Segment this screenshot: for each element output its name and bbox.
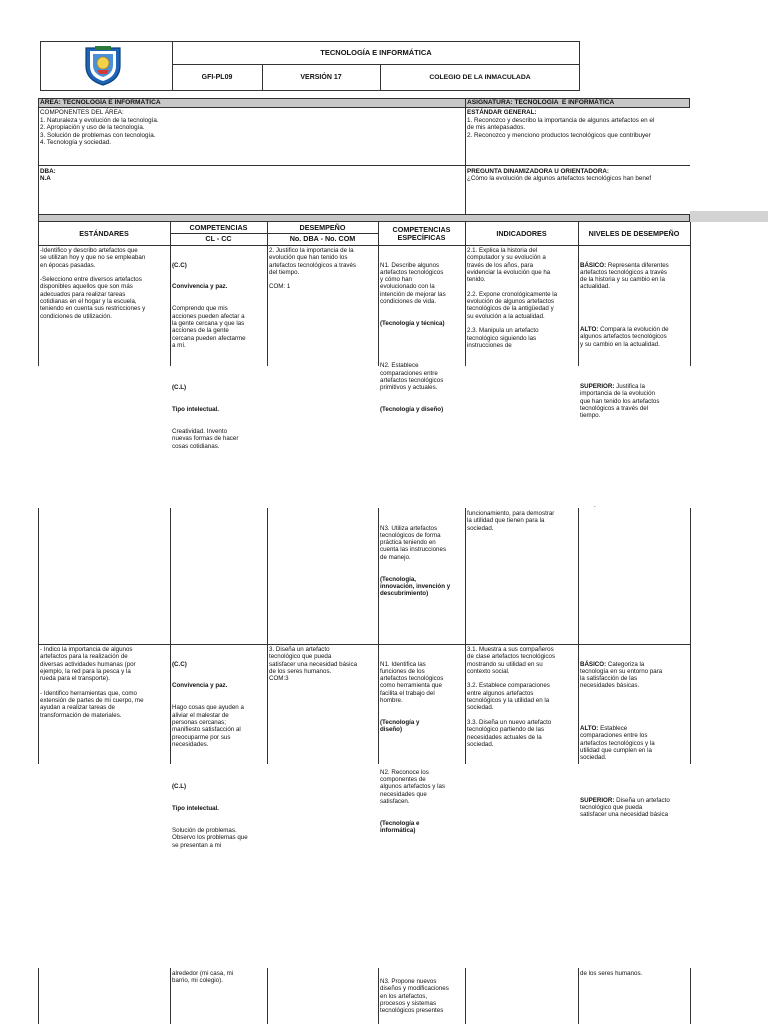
row1-comp-cl: (C.L) [172,384,187,392]
row2-basico-label: BÁSICO: [580,660,607,668]
col-desempeno: DESEMPEÑO [299,222,346,232]
row2-competencias [172,646,266,849]
row1-esp-n3: N3. Utiliza artefactos tecnológicos de forma práctica teniendo en cuenta las instrucciones de manejo. [380,524,447,561]
estandar-list: 1. Reconozco y describo la importancia de algunos artefactos en el de mis antepasados. 2. Reconozco y menciono productos tecnológicos que contribuyer [467,117,655,139]
row2-estandares: - Indico la importancia de algunos artefactos para la realización de diversas actividades humanas (por ejemplo, la red para la pesca y la rueda para el transporte). - Identifico herramientas que, como extensión de partes de mi cuerpo, me ayudan a realizar tareas de transformación de materiales. [40,646,144,719]
row2-superior-label: SUPERIOR: [580,796,615,804]
header-code: GFI-PL09 [201,74,233,81]
row1-basico-label: BÁSICO: [580,261,607,269]
estandar-title: ESTÁNDAR GENERAL: [467,109,537,116]
row1-superior-label: SUPERIOR: [580,383,615,391]
row2-indicadores: 3.1. Muestra a sus compañeros de clase artefactos tecnológicos mostrando su utilidad en su contexto social. 3.2. Establece comparaciones entre algunos artefactos tecnológicos y la utilidad en la sociedad. 3.3. Diseña un nuevo artefacto tecnológico partiendo de las necesidades actuales de la sociedad. [467,646,556,748]
row1-alto-text: Compara la evolución de algunos artefactos tecnológicos y su cambio en la actualidad. [580,325,669,348]
row1-comp-cc: (C.C) [172,261,187,269]
row2-comp-cl-title: Tipo intelectual. [172,805,219,813]
row2-esp-n1-tag: (Tecnología y diseño) [380,718,420,734]
col-niveles: NIVELES DE DESEMPEÑO [588,228,680,238]
col-competencias-sub: CL - CC [205,234,232,243]
header-title: TECNOLOGÍA E INFORMÁTICA [320,48,432,57]
dba-value: N.A [40,175,51,182]
row2-comp-cc: (C.C) [172,660,187,668]
asignatura-label: ASIGNATURA: TECNOLOGÍA E INFORMÁTICA [467,99,615,106]
row2-esp-n2: N2. Reconoce los componentes de algunos artefactos y las necesidades que satisfacen. [380,768,446,805]
row2-cont-niveles: de los seres humanos. [580,970,643,977]
separator-bar [38,214,690,222]
row1-esp-n1: N1. Describe algunos artefactos tecnológicos y cómo han evolucionado con la intención de mejorar las condiciones de vida. [380,261,446,306]
row2-comp-cl: (C.L) [172,783,187,791]
school-logo [80,44,126,86]
row2-cont-especificas: N3. Propone nuevos diseños y modificaciones en los artefactos, procesos y sistemas tecnológicos presentes [380,978,449,1015]
row2-esp-n2-tag: (Tecnología e informática) [380,819,420,835]
row1-desempeno: 2. Justifico la importancia de la evolución que han tenido los artefactos tecnológicos a través del tiempo. COM: 1 [269,247,357,291]
row2-basico-text: Categoriza la tecnología en su entorno para la satisfacción de las necesidades básicas. [580,660,663,690]
row2-cont-competencias: alrededor (mi casa, mi barrio, mi colegio). [172,970,234,985]
pregunta-title: PREGUNTA DINAMIZADORA U ORIENTADORA: [467,168,610,175]
row1-esp-n3-tag: (Tecnología, innovación, invención y descubrimiento) [380,575,451,598]
header-school: COLEGIO DE LA INMACULADA [429,74,531,81]
row1-alto-label: ALTO: [580,325,599,333]
col-competencias: COMPETENCIAS [189,222,248,232]
row2-alto-label: ALTO: [580,724,599,732]
row2-comp-cc-text: Hago cosas que ayuden a aliviar el malestar de personas cercanas; manifiesto satisfacción al preocuparme por sus necesidades. [172,704,244,748]
row2-superior-text: Diseña un artefacto tecnológico que pueda satisfacer una necesidad básica [580,796,670,819]
row2-alto-text: Establece comparaciones entre los artefactos tecnológicos y la utilidad que cumplen en la sociedad. [580,724,655,762]
row1-estandares: -Identifico y describo artefactos que se utilizan hoy y que no se empleaban en épocas pasadas. -Selecciono entre diversos artefactos disponibles aquellos que son más adecuados para realizar tareas cotidianas en el hogar y la escuela, teniendo en cuenta sus restricciones y condiciones de utilización. [40,247,146,320]
row1-superior-text: Justifica la importancia de la evolución que han tenido los artefactos tecnológicos a través del tiempo. [580,383,660,420]
row1-especificas [380,247,464,414]
row2-comp-cl-text: Solución de problemas. Observo los problemas que se presentan a mi [172,827,248,849]
row1-indicadores: 2.1. Explica la historia del computador y su evolución a través de los años, para evidenciar la evolución que ha tenido. 2.2. Expone cronológicamente la evolución de algunos artefactos tecnológicos de la antigüedad y su evolución a la actualidad. 2.3. Manipula un artefacto tecnológico siguiendo las instrucciones de [467,247,558,349]
row1-cont-niveles: . [594,502,596,509]
area-label: ÁREA: TECNOLOGÍA E INFORMÁTICA [40,99,161,106]
header-version: VERSIÓN 17 [300,74,342,81]
row1-cont-indicadores: funcionamiento, para demostrar la utilidad que tienen para la sociedad. [467,510,555,532]
row1-competencias [172,247,266,450]
row1-comp-cc-title: Convivencia y paz. [172,283,228,291]
row2-comp-cc-title: Convivencia y paz. [172,682,228,690]
row1-esp-n2: N2. Establece comparaciones entre artefactos tecnológicos primitivos y actuales. [380,362,444,392]
pregunta-text: ¿Cómo la evolución de algunos artefactos tecnológicos han benef [467,175,652,182]
col-desempeno-sub: No. DBA - No. COM [289,234,356,243]
dba-title: DBA: [40,168,56,175]
componentes-list: 1. Naturaleza y evolución de la tecnología. 2. Apropiación y uso de la tecnología. 3. Solución de problemas con tecnología. 4. Tecnología y sociedad. [40,117,159,147]
col-estandares: ESTÁNDARES [79,228,129,238]
side-scroll-bar [690,211,768,222]
row1-comp-cl-title: Tipo intelectual. [172,406,219,414]
row1-esp-n2-tag: (Tecnología y diseño) [380,406,444,414]
row2-especificas [380,646,464,835]
row1-basico-text: Representa diferentes artefactos tecnológicos a través de la historia y su cambio en la actualidad. [580,261,669,291]
row1-esp-n1-tag: (Tecnología y técnica) [380,319,445,327]
col-especificas: COMPETENCIAS ESPECÍFICAS [392,224,451,242]
componentes-title: COMPONENTES DEL ÁREA: [40,109,124,116]
col-indicadores: INDICADORES [496,228,547,238]
row2-desempeno: 3. Diseña un artefacto tecnológico que pueda satisfacer una necesidad básica de los seres humanos. COM:3 [269,646,358,683]
row2-esp-n1: N1. Identifica las funciones de los artefactos tecnológicos como herramienta que facilita el trabajo del hombre. [380,660,444,705]
row2-niveles [580,646,689,819]
row1-niveles [580,247,689,420]
row1-comp-cl-text: Creatividad. Invento nuevas formas de hacer cosas cotidianas. [172,428,239,450]
row1-cont-especificas [380,510,464,598]
row1-comp-cc-text: Comprendo que mis acciones pueden afectar a la gente cercana y que las acciones de la gente cercana pueden afectarme a mí. [172,305,246,349]
